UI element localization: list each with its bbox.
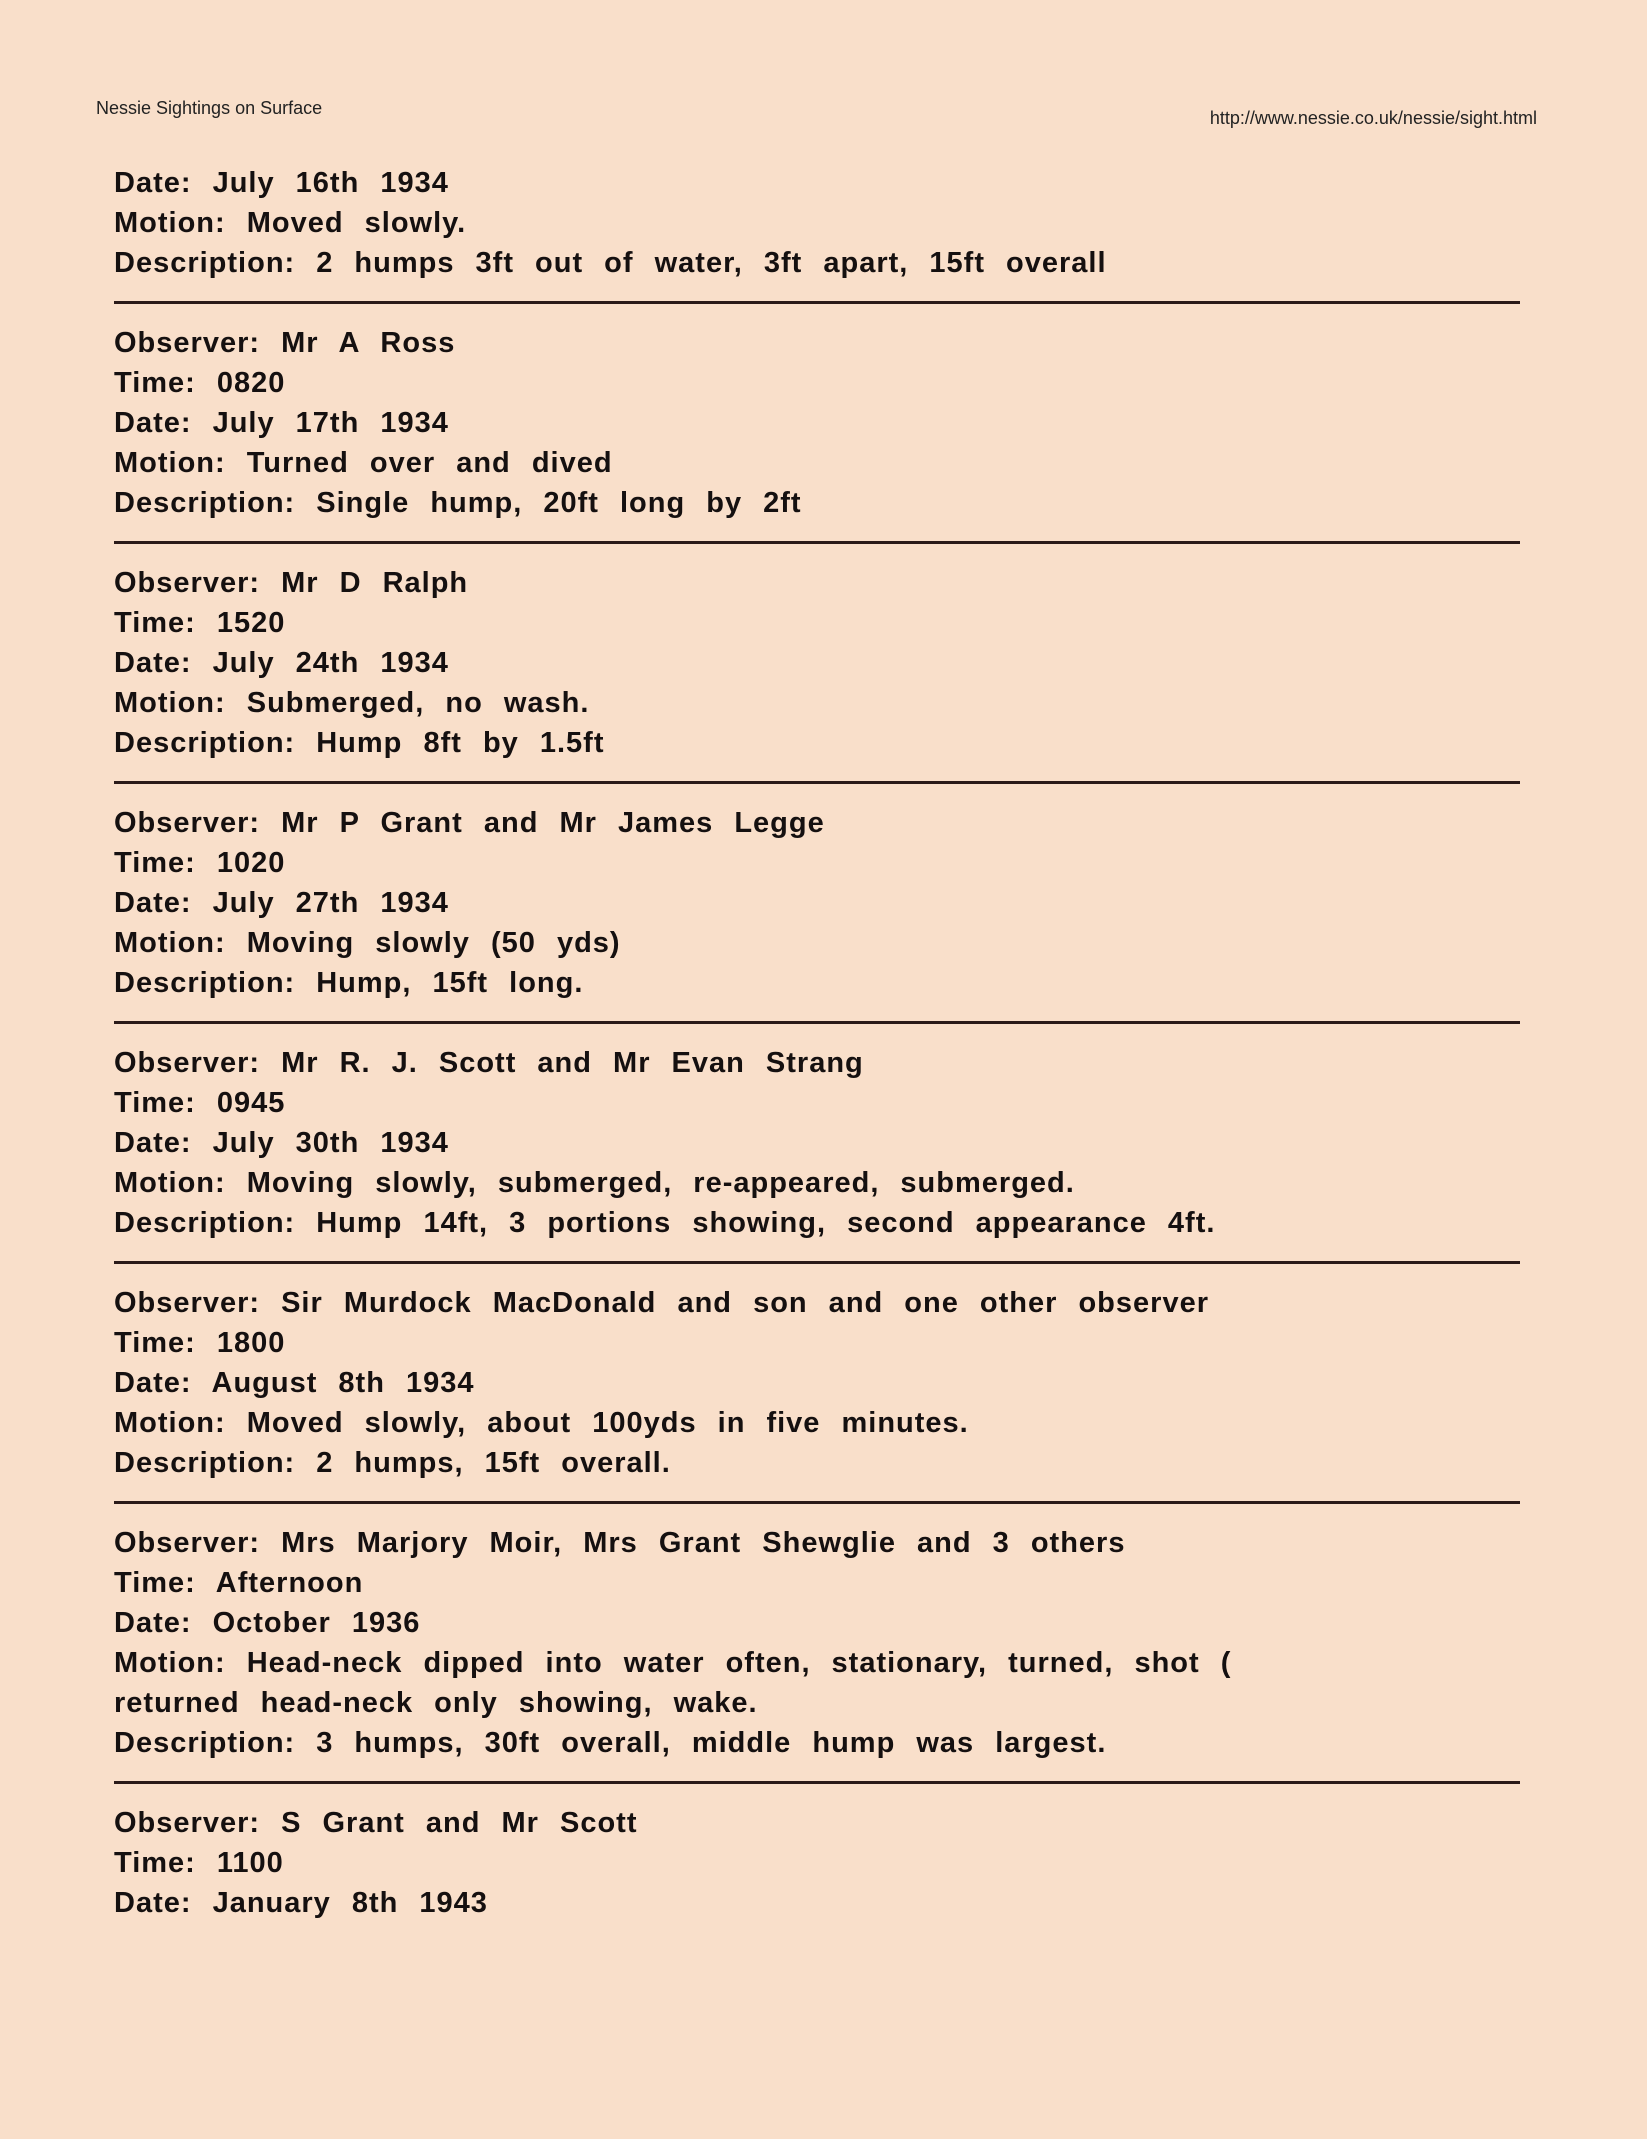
entry-line: Motion: Moved slowly. — [114, 207, 467, 239]
entry-line: Date: January 8th 1943 — [114, 1887, 488, 1919]
entry-line: Observer: Sir Murdock MacDonald and son and one other observer — [114, 1287, 1209, 1319]
sighting-entry — [114, 1803, 1544, 1923]
entry-line: Date: July 24th 1934 — [114, 647, 449, 679]
sighting-entry — [114, 1523, 1544, 1763]
entry-line: Description: Hump 8ft by 1.5ft — [114, 727, 605, 759]
entry-line: Description: 2 humps, 15ft overall. — [114, 1447, 671, 1479]
entry-line: Observer: Mr R. J. Scott and Mr Evan Strang — [114, 1047, 864, 1079]
entry-line: Observer: Mr P Grant and Mr James Legge — [114, 807, 825, 839]
sighting-entry — [114, 803, 1544, 1003]
separator-rule — [114, 283, 1520, 323]
entry-line: Motion: Submerged, no wash. — [114, 687, 590, 719]
separator-rule — [114, 523, 1520, 563]
entry-line: Observer: S Grant and Mr Scott — [114, 1807, 638, 1839]
entry-line: Description: Hump 14ft, 3 portions showing, second appearance 4ft. — [114, 1207, 1216, 1239]
entry-line: Motion: Moved slowly, about 100yds in five minutes. — [114, 1407, 969, 1439]
separator-rule — [114, 1763, 1520, 1803]
sighting-entry — [114, 323, 1544, 523]
entry-line: Description: Single hump, 20ft long by 2ft — [114, 487, 802, 519]
entry-line: Description: Hump, 15ft long. — [114, 967, 584, 999]
entry-line: Motion: Moving slowly, submerged, re-appeared, submerged. — [114, 1167, 1075, 1199]
entry-line: Date: August 8th 1934 — [114, 1367, 475, 1399]
entry-line: Date: July 16th 1934 — [114, 167, 449, 199]
entry-line: Motion: Moving slowly (50 yds) — [114, 927, 621, 959]
separator-rule — [114, 1483, 1520, 1523]
entry-line: Description: 3 humps, 30ft overall, middle hump was largest. — [114, 1727, 1107, 1759]
sighting-entry — [114, 563, 1544, 763]
sighting-entry — [114, 1283, 1544, 1483]
separator-rule — [114, 1243, 1520, 1283]
entry-line: Time: 1520 — [114, 607, 286, 639]
entry-line: Observer: Mr A Ross — [114, 327, 456, 359]
entry-line: returned head-neck only showing, wake. — [114, 1687, 758, 1719]
separator-rule — [114, 1003, 1520, 1043]
entry-line: Time: 0945 — [114, 1087, 286, 1119]
entry-line: Observer: Mrs Marjory Moir, Mrs Grant Shewglie and 3 others — [114, 1527, 1126, 1559]
entry-line: Motion: Turned over and dived — [114, 447, 613, 479]
entry-line: Date: July 30th 1934 — [114, 1127, 449, 1159]
entry-line: Date: July 17th 1934 — [114, 407, 449, 439]
entry-line: Time: 1800 — [114, 1327, 286, 1359]
page-header-url: http://www.nessie.co.uk/nessie/sight.html — [1209, 108, 1537, 128]
sighting-entry — [114, 163, 1544, 283]
entry-line: Motion: Head-neck dipped into water often, stationary, turned, shot ( — [114, 1647, 1232, 1679]
entry-line: Description: 2 humps 3ft out of water, 3ft apart, 15ft overall — [114, 247, 1107, 279]
page-header-title: Nessie Sightings on Surface — [96, 98, 323, 118]
entry-line: Time: 1100 — [114, 1847, 284, 1879]
entry-line: Date: October 1936 — [114, 1607, 421, 1639]
entry-line: Time: Afternoon — [114, 1567, 364, 1599]
sighting-entry — [114, 1043, 1544, 1243]
entry-line: Date: July 27th 1934 — [114, 887, 449, 919]
entry-line: Observer: Mr D Ralph — [114, 567, 469, 599]
separator-rule — [114, 763, 1520, 803]
sightings-list — [114, 163, 1544, 1923]
entry-line: Time: 1020 — [114, 847, 286, 879]
entry-line: Time: 0820 — [114, 367, 286, 399]
